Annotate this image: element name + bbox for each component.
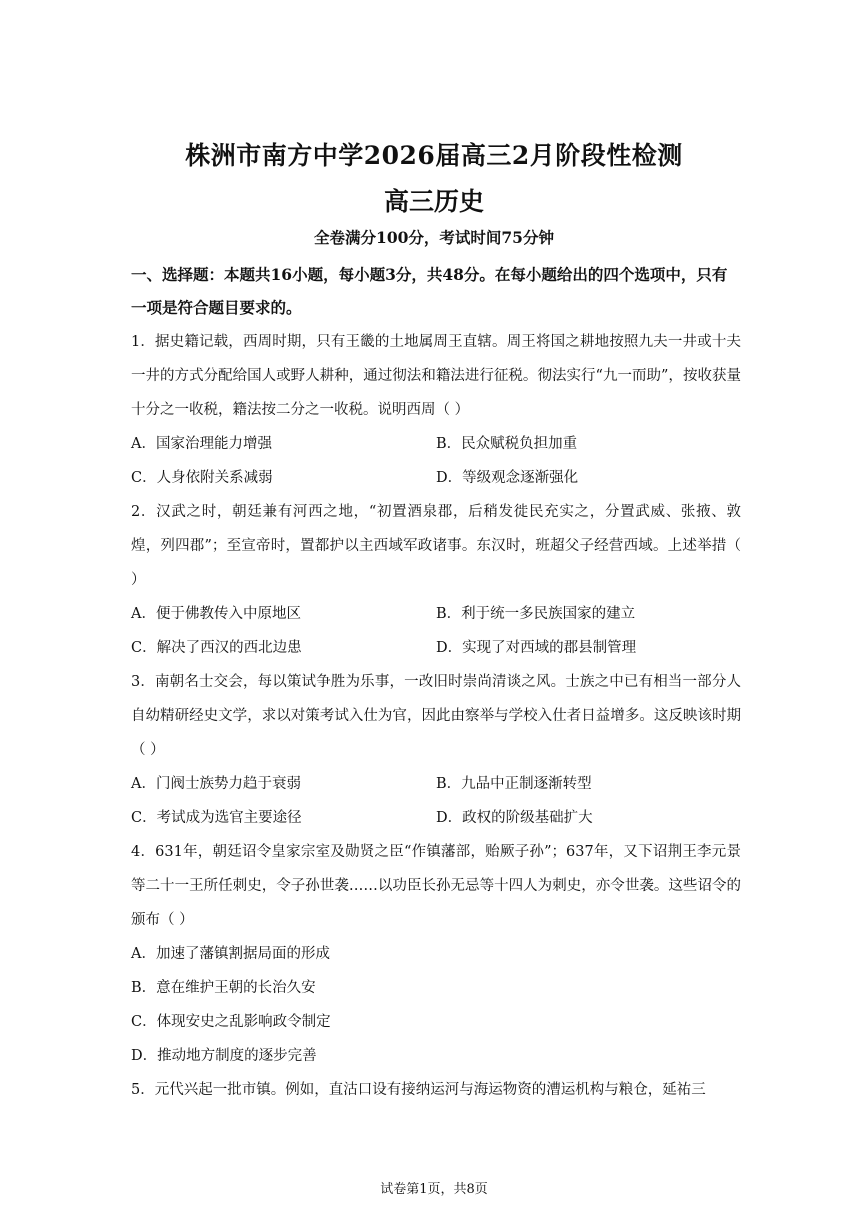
question-4-option-a: A．加速了藩镇割据局面的形成 (131, 946, 330, 962)
section-heading: 一、选择题：本题共16小题，每小题3分，共48分。在每小题给出的四个选项中，只有一项是符合题目要求的。 (131, 265, 728, 317)
question-4-option-d: D．推动地方制度的逐步完善 (131, 1048, 317, 1064)
question-1-option-c: C．人身依附关系减弱 (131, 470, 273, 486)
exam-title: 株洲市南方中学2026届高三2月阶段性检测 (185, 141, 683, 170)
question-3-stem: 3．南朝名士交会，每以策试争胜为乐事，一改旧时崇尚清谈之风。士族之中已有相当一部分人自幼精研经史文学，求以对策考试入仕为官，因此由察举与学校入仕者日益增多。这反映该时期（ ） (131, 674, 741, 758)
page-footer: 试卷第1页，共8页 (380, 1182, 488, 1197)
question-2-option-d: D．实现了对西域的郡县制管理 (436, 640, 637, 656)
question-1-stem: 1．据史籍记载，西周时期，只有王畿的土地属周王直辖。周王将国之耕地按照九夫一井或十夫一井的方式分配给国人或野人耕种，通过彻法和籍法进行征税。彻法实行“九一而助”，按收获量十分之一收税，籍法按二分之一收税。说明西周（ ） (131, 334, 741, 418)
question-3-option-c: C．考试成为选官主要途径 (131, 810, 302, 826)
question-3-options-row-2 (131, 801, 741, 835)
question-3-option-a: A．门阀士族势力趋于衰弱 (131, 776, 301, 792)
score-info: 全卷满分100分，考试时间75分钟 (314, 228, 554, 247)
question-2-option-c: C．解决了西汉的西北边患 (131, 640, 302, 656)
question-2-stem: 2．汉武之时，朝廷兼有河西之地，“初置酒泉郡，后稍发徙民充实之，分置武威、张掖、敦煌，列四郡”；至宣帝时，置都护以主西域军政诸事。东汉时，班超父子经营西域。上述举措（ ） (131, 504, 741, 588)
question-1-options-row-1 (131, 427, 741, 461)
question-3-option-b: B．九品中正制逐渐转型 (436, 776, 592, 792)
question-2-options-row-1 (131, 597, 741, 631)
question-2-option-b: B．利于统一多民族国家的建立 (436, 606, 636, 622)
question-4-stem: 4．631年，朝廷诏令皇家宗室及勋贤之臣“作镇藩部，贻厥子孙”；637年，又下诏荆王李元景等二十一王所任刺史，令子孙世袭……以功臣长孙无忌等十四人为刺史，亦令世袭。这些诏令的颁布（ ） (131, 844, 741, 928)
questions-list (131, 325, 741, 1107)
question-1-option-d: D．等级观念逐渐强化 (436, 470, 579, 486)
question-3-options-row-1 (131, 767, 741, 801)
question-1-option-b: B．民众赋税负担加重 (436, 436, 578, 452)
question-5-stem: 5．元代兴起一批市镇。例如，直沽口设有接纳运河与海运物资的漕运机构与粮仓，延祐三 (131, 1082, 706, 1098)
question-3-option-d: D．政权的阶级基础扩大 (436, 810, 593, 826)
question-2-options-row-2 (131, 631, 741, 665)
question-2-option-a: A．便于佛教传入中原地区 (131, 606, 301, 622)
question-4-option-c: C．体现安史之乱影响政令制定 (131, 1014, 331, 1030)
question-4-option-b: B．意在维护王朝的长治久安 (131, 980, 316, 996)
subject-title: 高三历史 (383, 187, 484, 216)
question-1-options-row-2 (131, 461, 741, 495)
question-1-option-a: A．国家治理能力增强 (131, 436, 272, 452)
